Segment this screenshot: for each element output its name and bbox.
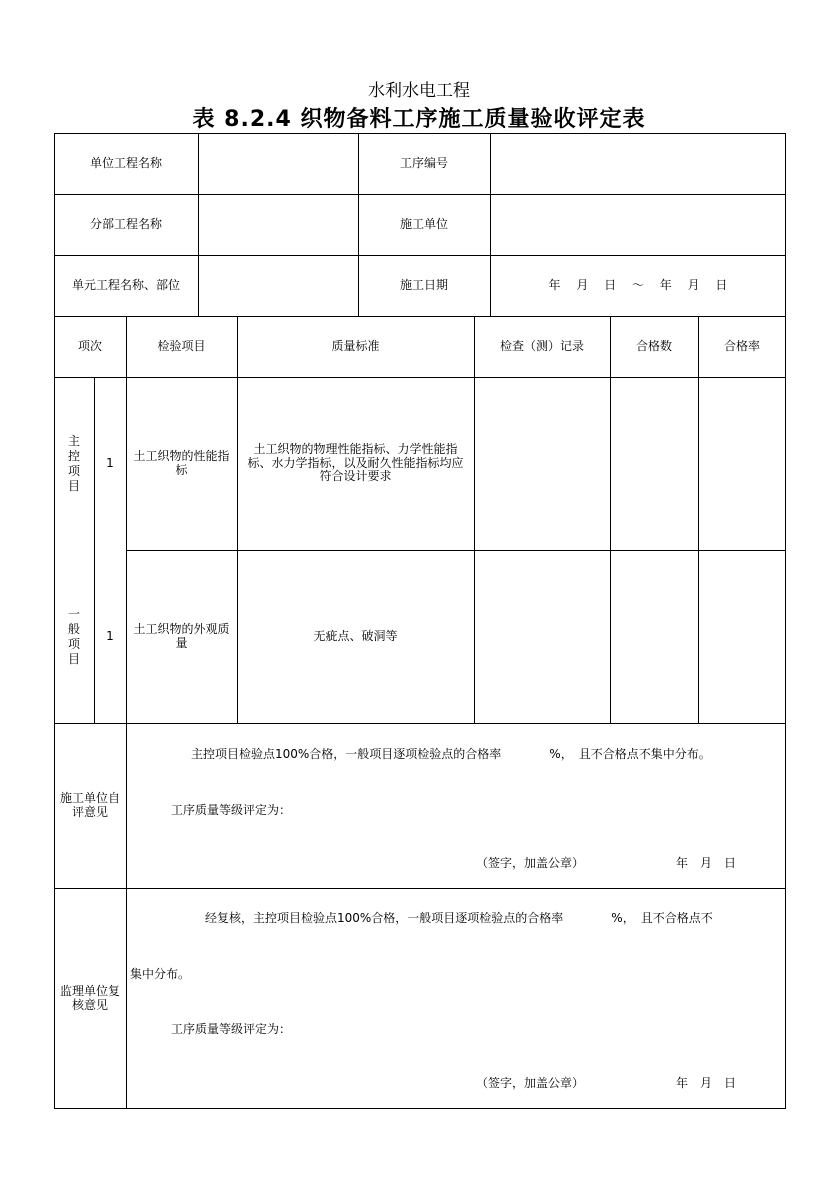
- supervisor-date: 年 月 日: [676, 1076, 737, 1090]
- col-header-qualified-rate: 合格率: [723, 338, 760, 353]
- date-label: 施工日期: [399, 277, 448, 292]
- general-standard: 无疵点、破洞等: [313, 628, 398, 643]
- main-control-count-field[interactable]: [610, 377, 698, 550]
- supervisor-line1: 经复核，主控项目检验点100%合格，一般项目逐项检验点的合格率 %， 且不合格点不: [205, 911, 713, 925]
- general-record-field[interactable]: [474, 550, 610, 723]
- self-eval-line2: 工序质量等级评定为：: [171, 803, 292, 817]
- col-header-item: 项次: [77, 338, 102, 353]
- col-header-record: 检查（测）记录: [499, 338, 584, 353]
- constructor-field[interactable]: [490, 194, 786, 255]
- self-eval-date: 年 月 日: [676, 856, 737, 870]
- element-project-label: 单元工程名称、部位: [71, 277, 180, 292]
- supervisor-line1b: 集中分布。: [130, 967, 191, 981]
- general-count-field[interactable]: [610, 550, 698, 723]
- self-eval-label: 施工单位自评意见: [59, 790, 120, 819]
- col-header-standard: 质量标准: [331, 338, 380, 353]
- supervisor-label: 监理单位复核意见: [59, 983, 120, 1012]
- main-control-item: 土工织物的性能指标: [133, 448, 230, 477]
- col-header-inspection-item: 检验项目: [157, 338, 206, 353]
- element-project-field[interactable]: [198, 255, 358, 316]
- supervisor-line2: 工序质量等级评定为：: [171, 1022, 292, 1036]
- supervisor-sign: （签字，加盖公章）: [476, 1076, 585, 1090]
- main-control-standard: 土工织物的物理性能指标、力学性能指标、水力学指标，以及耐久性能指标均应符合设计要求: [247, 441, 464, 484]
- main-control-rate-field[interactable]: [698, 377, 786, 550]
- constructor-label: 施工单位: [399, 216, 448, 231]
- general-item: 土工织物的外观质量: [133, 621, 230, 650]
- unit-project-field[interactable]: [198, 133, 358, 194]
- row-divider: [54, 723, 786, 724]
- main-control-no: 1: [106, 455, 114, 470]
- sub-project-field[interactable]: [198, 194, 358, 255]
- general-group-label: [54, 550, 94, 723]
- col-header-qualified-count: 合格数: [635, 338, 672, 353]
- row-divider: [54, 888, 786, 889]
- self-eval-line1: 主控项目检验点100%合格，一般项目逐项检验点的合格率 %， 且不合格点不集中分布。: [191, 747, 711, 761]
- main-control-record-field[interactable]: [474, 377, 610, 550]
- process-no-field[interactable]: [490, 133, 786, 194]
- sub-project-label: 分部工程名称: [89, 216, 162, 231]
- general-no: 1: [106, 628, 114, 643]
- date-field[interactable]: 年 月 日 ～ 年 月 日: [548, 277, 728, 292]
- general-rate-field[interactable]: [698, 550, 786, 723]
- general-group-text: 一般项目: [67, 606, 80, 666]
- unit-project-label: 单位工程名称: [89, 155, 162, 170]
- main-control-group-label: [54, 377, 94, 550]
- process-no-label: 工序编号: [399, 155, 448, 170]
- main-control-group-text: 主控项目: [67, 433, 80, 493]
- document-subtitle: 水利水电工程: [368, 81, 470, 101]
- document-title: 表 8.2.4 织物备料工序施工质量验收评定表: [192, 107, 646, 132]
- self-eval-sign: （签字，加盖公章）: [476, 856, 585, 870]
